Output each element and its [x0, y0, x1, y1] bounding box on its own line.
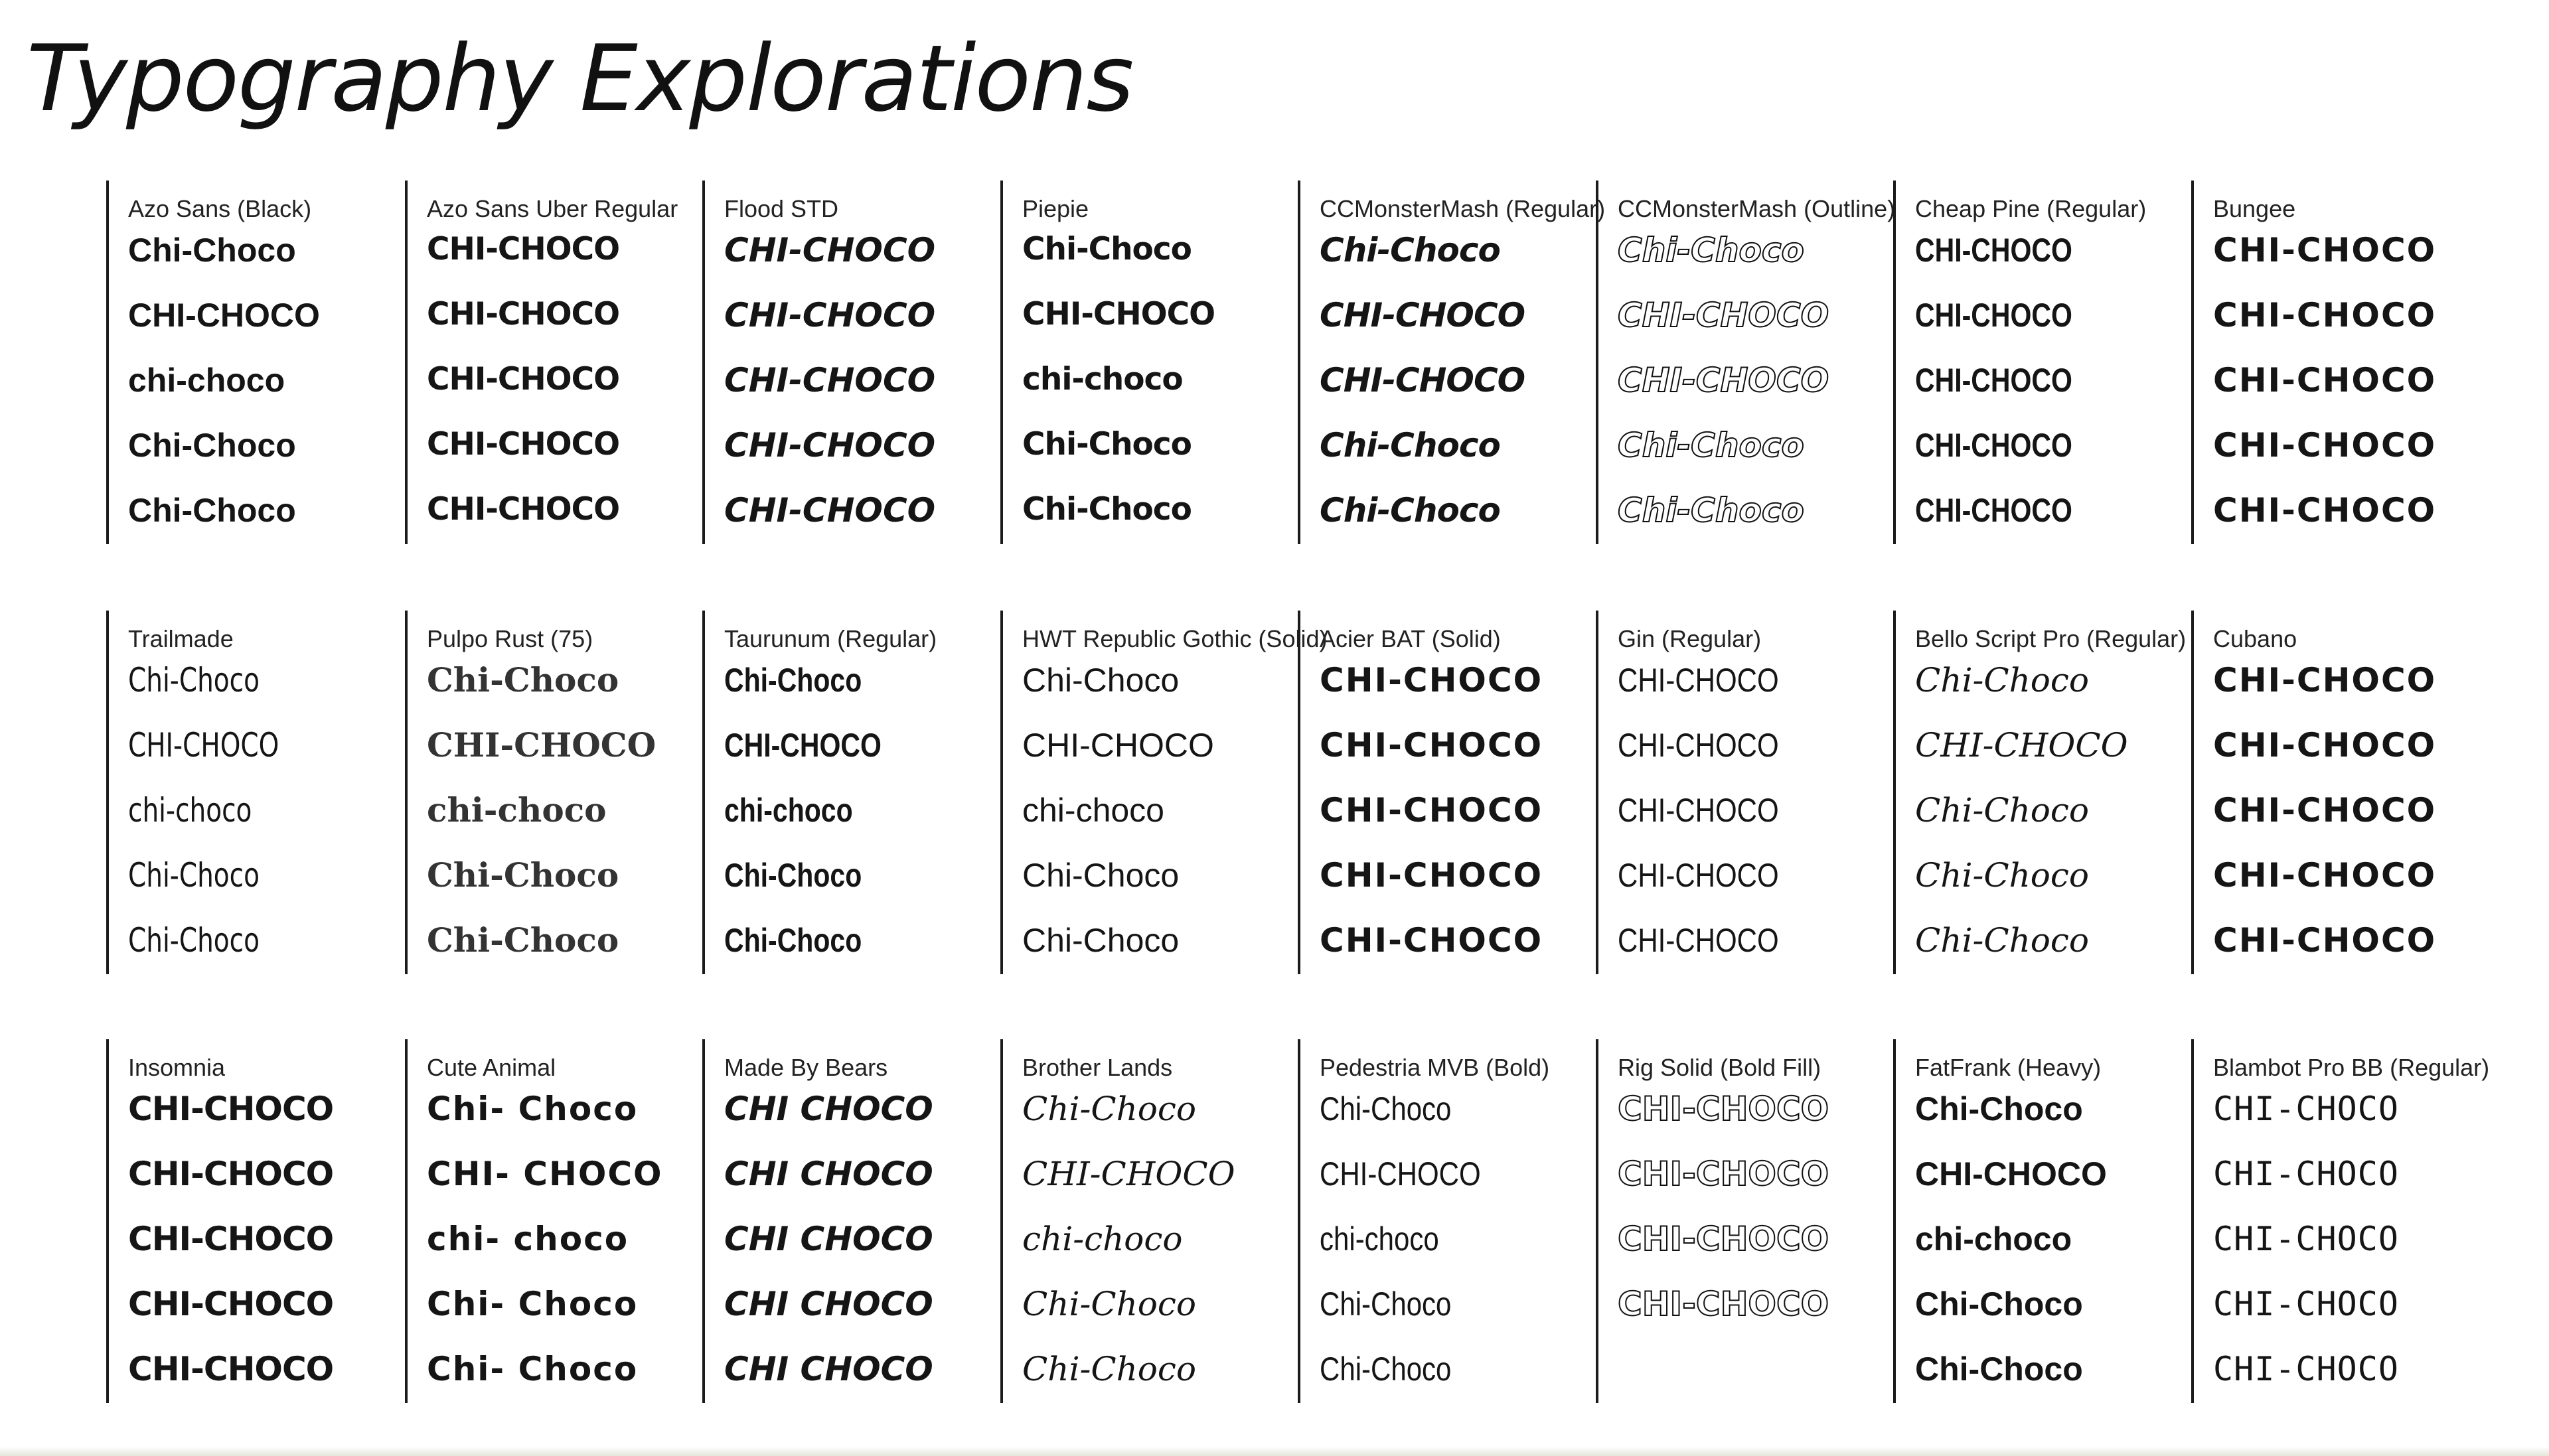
- font-sample: CHI CHOCO: [724, 1350, 933, 1388]
- font-sample: Chi-Choco: [1915, 921, 2090, 960]
- font-sample: Chi-Choco: [128, 232, 296, 269]
- font-name-label: Taurunum (Regular): [724, 625, 937, 652]
- font-column: [1596, 181, 1896, 544]
- font-sample: Chi-Choco: [724, 857, 862, 894]
- font-sample: CHI-CHOCO: [128, 726, 279, 764]
- font-sample: CHI-CHOCO: [128, 1220, 334, 1258]
- font-sample: chi-choco: [1022, 792, 1164, 829]
- font-name-label: HWT Republic Gothic (Solid): [1022, 625, 1328, 652]
- font-sample: CHI-CHOCO: [1618, 1285, 1829, 1323]
- font-sample: Chi-Choco: [1022, 1285, 1197, 1323]
- font-name-label: CCMonsterMash (Outline): [1618, 195, 1896, 222]
- font-name-label: Brother Lands: [1022, 1054, 1173, 1081]
- font-name-label: Acier BAT (Solid): [1320, 625, 1501, 652]
- font-name-label: Bello Script Pro (Regular): [1915, 625, 2187, 652]
- font-sample: CHI-CHOCO: [724, 727, 882, 764]
- font-sample: Chi-Choco: [1618, 231, 1804, 269]
- font-sample: CHI-CHOCO: [128, 1285, 334, 1323]
- font-sample: CHI-CHOCO: [2213, 1285, 2399, 1323]
- font-sample: CHI-CHOCO: [724, 296, 936, 334]
- font-name-label: Azo Sans Uber Regular: [427, 195, 678, 222]
- font-sample: CHI-CHOCO: [724, 361, 936, 400]
- font-sample: Chi- Choco: [427, 1090, 639, 1128]
- font-name-label: Gin (Regular): [1618, 625, 1762, 652]
- font-sample: CHI CHOCO: [724, 1285, 933, 1323]
- font-sample: Chi-Choco: [128, 661, 260, 699]
- font-sample: CHI-CHOCO: [1915, 362, 2072, 399]
- font-sample: Chi-Choco: [128, 427, 296, 464]
- font-column: [1298, 1039, 1583, 1403]
- font-sample: CHI-CHOCO: [2213, 661, 2437, 699]
- font-sample: CHI-CHOCO: [427, 231, 620, 267]
- font-name-label: Bungee: [2213, 195, 2296, 222]
- font-name-label: Made By Bears: [724, 1054, 888, 1081]
- font-sample: CHI-CHOCO: [427, 426, 620, 463]
- font-column: [1596, 1039, 1881, 1403]
- font-sample: Chi-Choco: [1320, 231, 1500, 269]
- font-sample: Chi-Choco: [1915, 1285, 2083, 1323]
- font-sample: chi-choco: [1320, 1220, 1439, 1258]
- font-sample: CHI-CHOCO: [1320, 361, 1525, 400]
- font-sample: CHI-CHOCO: [2213, 231, 2437, 269]
- font-sample: Chi-Choco: [128, 921, 260, 960]
- font-sample: CHI-CHOCO: [1618, 662, 1779, 699]
- font-sample: CHI-CHOCO: [1320, 661, 1543, 699]
- font-name-label: Pedestria MVB (Bold): [1320, 1054, 1550, 1081]
- font-sample: CHI-CHOCO: [724, 426, 936, 465]
- font-sample: CHI-CHOCO: [1618, 1155, 1829, 1193]
- font-sample: CHI-CHOCO: [724, 491, 936, 530]
- font-sample: Chi- Choco: [427, 1350, 639, 1388]
- font-sample: CHI-CHOCO: [1618, 296, 1829, 334]
- font-column: [1893, 1039, 2179, 1403]
- font-column: [1893, 181, 2179, 544]
- font-name-label: Trailmade: [128, 625, 234, 652]
- font-sample: CHI-CHOCO: [128, 1350, 334, 1388]
- font-column: [1298, 181, 1606, 544]
- font-sample: CHI-CHOCO: [724, 231, 936, 269]
- font-sample: CHI- CHOCO: [427, 1155, 663, 1193]
- font-sample: Chi-Choco: [1320, 1350, 1452, 1388]
- font-sample: chi- choco: [427, 1220, 629, 1258]
- font-sample: CHI-CHOCO: [1320, 921, 1543, 960]
- font-sample: Chi-Choco: [427, 855, 619, 895]
- font-sample: CHI-CHOCO: [427, 725, 657, 764]
- font-column: [2191, 611, 2477, 974]
- font-name-label: Insomnia: [128, 1054, 226, 1081]
- font-sample: CHI-CHOCO: [2213, 491, 2437, 530]
- font-column: [106, 181, 392, 544]
- font-sample: CHI-CHOCO: [2213, 1090, 2399, 1128]
- font-name-label: Cheap Pine (Regular): [1915, 195, 2147, 222]
- font-sample: Chi-Choco: [724, 662, 862, 699]
- font-sample: CHI-CHOCO: [2213, 296, 2437, 334]
- font-sample: Chi-Choco: [1022, 857, 1180, 894]
- font-name-label: Rig Solid (Bold Fill): [1618, 1054, 1821, 1081]
- font-sample: Chi-Choco: [1320, 1090, 1452, 1128]
- font-sample: chi-choco: [1915, 1220, 2072, 1258]
- font-sample: CHI-CHOCO: [1022, 296, 1215, 332]
- font-sample: CHI-CHOCO: [1618, 1220, 1829, 1258]
- font-sample: CHI CHOCO: [724, 1220, 933, 1258]
- font-sample: CHI-CHOCO: [2213, 1155, 2399, 1193]
- font-sample: CHI-CHOCO: [1618, 361, 1829, 400]
- font-name-label: Azo Sans (Black): [128, 195, 312, 222]
- font-sample: Chi-Choco: [1320, 426, 1500, 465]
- font-sample: chi-choco: [1022, 1220, 1183, 1258]
- font-sample: CHI-CHOCO: [1320, 791, 1543, 830]
- font-sample: CHI-CHOCO: [427, 361, 620, 398]
- font-sample: Chi-Choco: [1915, 791, 2090, 830]
- font-name-label: Pulpo Rust (75): [427, 625, 593, 652]
- font-sample: chi-choco: [128, 791, 252, 830]
- font-sample: CHI-CHOCO: [1022, 1155, 1235, 1193]
- font-column: [702, 611, 988, 974]
- font-name-label: FatFrank (Heavy): [1915, 1054, 2102, 1081]
- font-name-label: Cubano: [2213, 625, 2297, 652]
- font-sample: CHI-CHOCO: [427, 296, 620, 332]
- font-column: [405, 181, 690, 544]
- font-column: [405, 1039, 690, 1403]
- font-sample: CHI-CHOCO: [427, 491, 620, 528]
- font-sample: Chi-Choco: [427, 920, 619, 960]
- font-sample: CHI-CHOCO: [1915, 726, 2128, 764]
- font-sample: Chi-Choco: [1320, 1285, 1452, 1323]
- font-sample: CHI-CHOCO: [1915, 492, 2072, 529]
- font-sample: CHI-CHOCO: [2213, 1220, 2399, 1258]
- font-sample: Chi-Choco: [1022, 922, 1180, 959]
- font-sample: Chi-Choco: [1022, 662, 1180, 699]
- font-sample: CHI-CHOCO: [1022, 727, 1214, 764]
- font-sample: Chi-Choco: [1022, 1090, 1197, 1128]
- font-sample: Chi-Choco: [1915, 856, 2090, 895]
- font-column: [1596, 611, 1881, 974]
- font-sample: CHI-CHOCO: [128, 1090, 334, 1128]
- font-name-label: Flood STD: [724, 195, 839, 222]
- font-column: [1000, 611, 1328, 974]
- font-sample: CHI-CHOCO: [1915, 297, 2072, 334]
- font-column: [405, 611, 690, 974]
- font-sample: CHI-CHOCO: [1618, 857, 1779, 894]
- font-sample: Chi-Choco: [1915, 661, 2090, 699]
- font-sample: CHI-CHOCO: [2213, 1350, 2399, 1388]
- font-column: [1000, 181, 1286, 544]
- font-sample: CHI-CHOCO: [2213, 361, 2437, 400]
- font-name-label: Piepie: [1022, 195, 1089, 222]
- font-sample: Chi-Choco: [1915, 1350, 2083, 1388]
- font-sample: chi-choco: [427, 790, 607, 830]
- font-sample: Chi-Choco: [1022, 426, 1192, 463]
- font-column: [106, 1039, 392, 1403]
- font-sample: Chi-Choco: [1618, 491, 1804, 530]
- font-sample: Chi-Choco: [1915, 1090, 2083, 1128]
- font-sample: CHI-CHOCO: [1320, 856, 1543, 895]
- font-sample: Chi-Choco: [1618, 426, 1804, 465]
- font-sample: CHI-CHOCO: [2213, 426, 2437, 465]
- font-sample: chi-choco: [724, 792, 853, 829]
- font-sample: CHI-CHOCO: [1915, 427, 2072, 464]
- font-column: [1000, 1039, 1286, 1403]
- page-title: Typography Explorations: [27, 25, 1133, 132]
- font-column: [702, 181, 988, 544]
- font-sample: CHI-CHOCO: [1618, 727, 1779, 764]
- font-column: [702, 1039, 988, 1403]
- font-sample: CHI-CHOCO: [128, 1155, 334, 1193]
- font-sample: Chi-Choco: [1022, 1350, 1197, 1388]
- font-column: [1298, 611, 1583, 974]
- font-sample: CHI-CHOCO: [2213, 791, 2437, 830]
- font-sample: chi-choco: [128, 362, 285, 399]
- font-sample: CHI-CHOCO: [1618, 792, 1779, 829]
- font-name-label: Blambot Pro BB (Regular): [2213, 1054, 2490, 1081]
- font-sample: CHI CHOCO: [724, 1155, 933, 1193]
- font-sample: CHI-CHOCO: [1618, 922, 1779, 959]
- font-column: [106, 611, 392, 974]
- font-sample: chi-choco: [1022, 361, 1183, 398]
- font-column: [2191, 181, 2477, 544]
- font-sample: Chi-Choco: [1022, 231, 1192, 267]
- font-sample: CHI-CHOCO: [1320, 1155, 1481, 1193]
- font-name-label: Cute Animal: [427, 1054, 556, 1081]
- font-sample: Chi-Choco: [128, 492, 296, 529]
- font-column: [2191, 1039, 2490, 1403]
- font-sample: CHI-CHOCO: [1915, 232, 2072, 269]
- font-sample: CHI-CHOCO: [128, 297, 320, 334]
- font-sample: CHI-CHOCO: [2213, 726, 2437, 764]
- font-sample: CHI-CHOCO: [2213, 856, 2437, 895]
- font-column: [1893, 611, 2187, 974]
- font-sample: CHI-CHOCO: [1618, 1090, 1829, 1128]
- font-sample: Chi-Choco: [128, 856, 260, 895]
- font-sample: CHI-CHOCO: [1320, 296, 1525, 334]
- font-sample: CHI-CHOCO: [1320, 726, 1543, 764]
- font-sample: CHI CHOCO: [724, 1090, 933, 1128]
- font-sample: Chi-Choco: [427, 660, 619, 699]
- font-sample: Chi-Choco: [724, 922, 862, 959]
- font-sample: Chi-Choco: [1022, 491, 1192, 528]
- bottom-edge: [0, 1447, 2549, 1456]
- font-sample: CHI-CHOCO: [2213, 921, 2437, 960]
- font-name-label: CCMonsterMash (Regular): [1320, 195, 1606, 222]
- font-sample: CHI-CHOCO: [1915, 1155, 2107, 1193]
- font-sample: Chi-Choco: [1320, 491, 1500, 530]
- font-sample: Chi- Choco: [427, 1285, 639, 1323]
